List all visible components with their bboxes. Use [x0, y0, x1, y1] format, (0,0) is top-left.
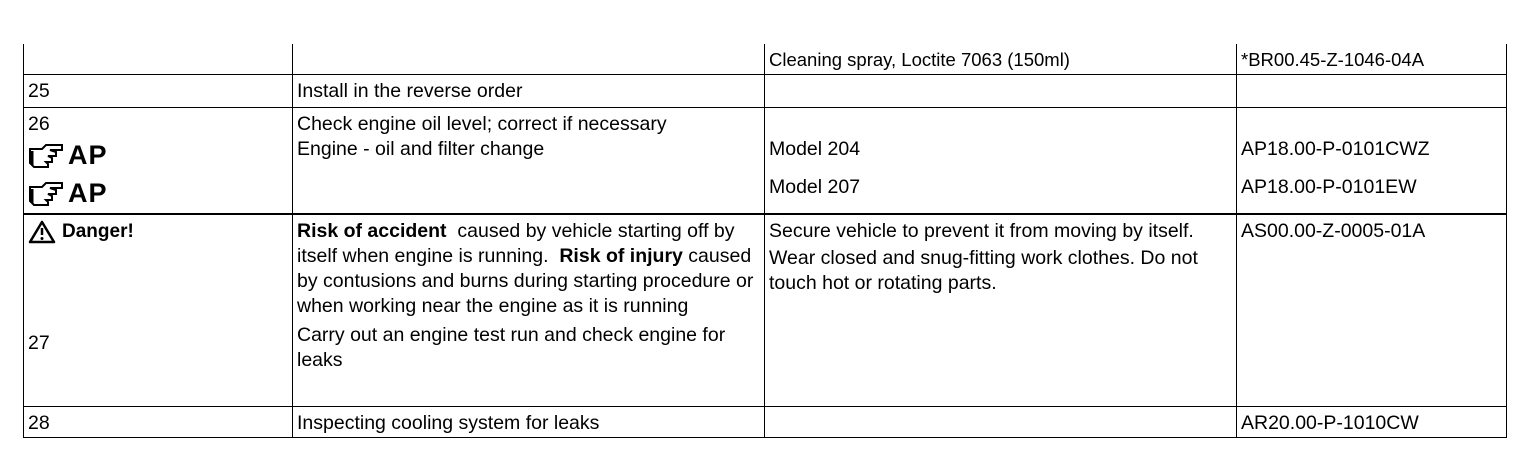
instruction-text: Install in the reverse order	[293, 74, 765, 107]
step-number: 28	[24, 407, 293, 438]
model-text: Model 207	[769, 175, 861, 198]
instruction-text: Check engine oil level; correct if necessary	[297, 112, 667, 135]
material-cell	[765, 214, 1237, 407]
reference-link[interactable]: *BR00.45-Z-1046-04A	[1241, 49, 1425, 70]
step-number: 26	[28, 112, 50, 135]
table-row	[24, 407, 1507, 438]
danger-text: Danger!	[62, 221, 134, 242]
hazard-title: Risk of accident	[297, 219, 447, 242]
pointing-hand-icon	[28, 181, 66, 207]
instruction-cell	[293, 107, 765, 214]
step-cell	[24, 214, 293, 407]
hazard-text: caused by contusions and burns during starting procedure or when working near the engine as it is running	[297, 244, 754, 317]
work-instruction-table	[23, 44, 1506, 438]
reference-cell	[1237, 74, 1507, 107]
step-number: 27	[28, 331, 50, 354]
safety-measure: Wear closed and snug-fitting work clothes. Do not touch hot or rotating parts.	[769, 246, 1198, 294]
ap-label: AP	[68, 140, 108, 170]
step-number: 25	[24, 74, 293, 107]
ap-reference-marker	[28, 175, 288, 213]
pointing-hand-icon	[28, 143, 66, 169]
reference-cell	[1237, 44, 1507, 74]
reference-cell	[1237, 107, 1507, 214]
instruction-text: Inspecting cooling system for leaks	[293, 407, 765, 438]
reference-cell	[1237, 214, 1507, 407]
material-cell	[765, 44, 1237, 74]
instruction-cell	[293, 44, 765, 74]
warning-triangle-icon	[28, 220, 56, 244]
material-cell	[765, 74, 1237, 107]
reference-link[interactable]: AP18.00-P-0101CWZ	[1241, 137, 1430, 160]
table-row	[24, 44, 1507, 74]
hazard-description	[297, 219, 760, 319]
model-text: Model 204	[769, 137, 861, 160]
material-cell	[765, 407, 1237, 438]
reference-link[interactable]: AR20.00-P-1010CW	[1237, 407, 1507, 438]
danger-label	[28, 219, 288, 245]
ap-instruction-text: Engine - oil and filter change	[297, 137, 545, 160]
hazard-text: caused by vehicle starting off by itself when engine is running.	[297, 219, 735, 267]
hazard-title: injury	[629, 244, 683, 267]
hazard-title: Risk of	[559, 244, 625, 267]
instruction-cell	[293, 214, 765, 407]
table-row	[24, 107, 1507, 214]
ap-label: AP	[68, 178, 108, 208]
reference-link[interactable]: AS00.00-Z-0005-01A	[1241, 219, 1426, 242]
material-cell	[765, 107, 1237, 214]
danger-row	[24, 214, 1507, 407]
procedure-table	[23, 44, 1507, 438]
ap-reference-marker	[28, 137, 288, 175]
material-text: Cleaning spray, Loctite 7063 (150ml)	[769, 49, 1070, 70]
safety-measure: Secure vehicle to prevent it from moving by itself.	[769, 219, 1194, 242]
reference-link[interactable]: AP18.00-P-0101EW	[1241, 175, 1417, 198]
step-cell	[24, 44, 293, 74]
instruction-text: Carry out an engine test run and check engine for leaks	[297, 323, 726, 371]
table-row	[24, 74, 1507, 107]
step-cell	[24, 107, 293, 214]
